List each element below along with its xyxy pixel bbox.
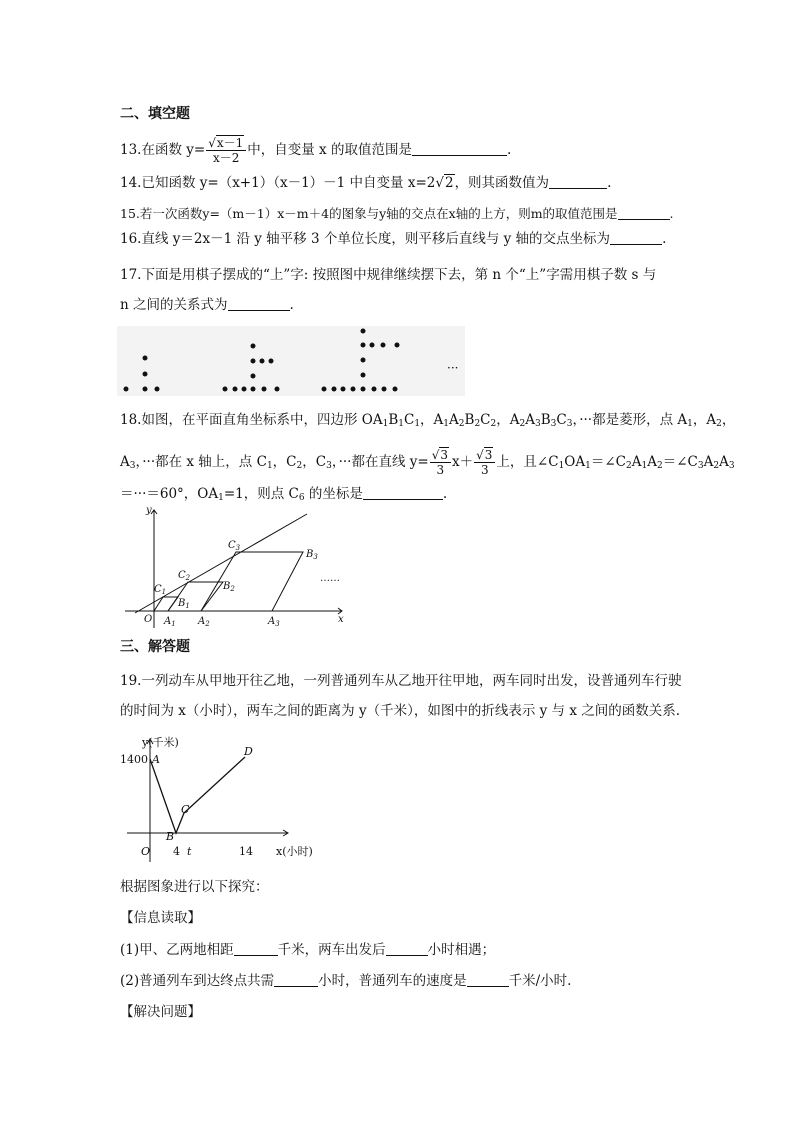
svg-text:O: O (144, 614, 153, 625)
svg-text:4: 4 (173, 845, 180, 858)
svg-text:C2: $C_2$ (178, 570, 191, 582)
q19-distance-graph (120, 730, 330, 865)
q15-answer-blank[interactable] (618, 205, 670, 220)
rhombus-1 (154, 597, 178, 611)
question-13: 13.在函数 y= $\frac{√x-1}{x-2}$ 中，自变量 x 的取值范围是 . (120, 136, 512, 165)
q19-info-title: 【信息读取】 (120, 910, 201, 926)
figure-ellipsis: ··· (447, 361, 459, 375)
question-19-line2: 的时间为 x（小时），两车之间的距离为 y（千米），如图中的折线表示 y 与 x 之间的函数关系. (120, 703, 681, 719)
question-17-line1: 17.下面是用棋子摆成的“上”字: 按照图中规律继续摆下去，第 n 个“上”字需用棋子数 s 与 (120, 267, 657, 283)
svg-text:t: t (187, 845, 192, 858)
q19-intro: 根据图象进行以下探究： (120, 879, 269, 895)
section-title-fill-blank: 二、填空题 (120, 106, 190, 122)
svg-text:A: A (152, 753, 160, 766)
question-19-line1: 19.一列动车从甲地开往乙地，一列普通列车从乙地开往甲地，两车同时出发，设普通列车行驶 (120, 673, 682, 689)
q19-total-time-blank[interactable] (274, 972, 318, 987)
q17-chess-figure (117, 326, 465, 396)
question-16: 16.直线 y＝2x－1 沿 y 轴平移 3 个单位长度，则平移后直线与 y 轴的交点坐标为 . (120, 231, 667, 247)
section-title-solve: 三、解答题 (120, 639, 190, 655)
question-18-line3: ＝···＝60°，$OA_1=1$，则点 $C_6$ 的坐标是 . (120, 486, 448, 503)
question-14: 14.已知函数 y=（x+1）（x－1）－1 中自变量 x=2√2，则其函数值为 . (120, 175, 612, 191)
question-18-line1: 18.如图，在平面直角坐标系中，四边形 $OA_1B_1C_1$，$A_1A_2B_2C_2$，$A_2A_3B_3C_3$，···都是菱形，点 $A_1$，$A_2$， (120, 412, 736, 429)
question-18-line2: $A_3$，···都在 x 轴上，点 $C_1$，$C_2$，$C_3$，···都在直线 y= $\frac{√3}{3}$ x＋ $\frac{√3}{3}$ 上，且$\angle C_1OA_1=\angle C_2A_1A_2=\angle C_3A_2A_3$ (120, 448, 735, 477)
q14-answer-blank[interactable] (549, 174, 607, 189)
q19-meet-time-blank[interactable] (386, 941, 428, 956)
q19-part2: (2)普通列车到达终点共需 小时，普通列车的速度是 千米/小时. (120, 973, 572, 989)
q13-text: 13.在函数 y= (120, 142, 206, 158)
q13-fraction: $\frac{√x-1}{x-2}$ (206, 136, 246, 165)
q19-part1: (1)甲、乙两地相距 千米，两车出发后 小时相遇； (120, 942, 496, 958)
svg-text:B3: $B_3$ (306, 549, 318, 561)
svg-text:A3: $A_3$ (268, 616, 280, 628)
svg-text:14: 14 (239, 845, 253, 858)
svg-text:B2: $B_2$ (223, 581, 235, 593)
line-y-eq (135, 514, 307, 613)
svg-text:A2: $A_2$ (198, 616, 210, 628)
q13-answer-blank[interactable] (412, 141, 507, 156)
q18-answer-blank[interactable] (363, 485, 443, 500)
q19-speed-blank[interactable] (467, 972, 509, 987)
q19-solve-title: 【解决问题】 (120, 1004, 201, 1020)
q16-answer-blank[interactable] (610, 230, 662, 245)
question-17-line2: n 之间的关系式为 . (120, 297, 294, 313)
svg-text:D: D (244, 745, 253, 758)
svg-text:1400: 1400 (120, 753, 148, 766)
svg-text:B: B (166, 830, 175, 843)
graph-polyline (150, 757, 245, 833)
svg-text:x: x (338, 614, 344, 625)
svg-text:C: C (181, 803, 190, 816)
q17-answer-blank[interactable] (228, 296, 290, 311)
svg-text:……: …… (320, 573, 340, 584)
q19-distance-blank[interactable] (234, 941, 278, 956)
svg-text:C3: $C_3$ (228, 540, 241, 552)
svg-text:x(小时): x(小时) (276, 845, 313, 858)
svg-text:y: y (146, 505, 152, 516)
q18-rhombus-figure (120, 503, 360, 630)
question-15: 15.若一次函数y=（m－1）x－m＋4的图象与y轴的交点在x轴的上方，则m的取值范围是 . (120, 206, 674, 221)
svg-text:B1: $B_1$ (178, 598, 190, 610)
svg-text:C1: $C_1$ (154, 584, 167, 596)
q18-fraction-1: $\frac{√3}{3}$ (430, 448, 451, 477)
svg-text:y(千米): y(千米) (142, 736, 179, 749)
svg-text:O: O (141, 845, 151, 858)
q18-fraction-2: $\frac{√3}{3}$ (474, 448, 495, 477)
svg-text:A1: $A_1$ (164, 616, 176, 628)
